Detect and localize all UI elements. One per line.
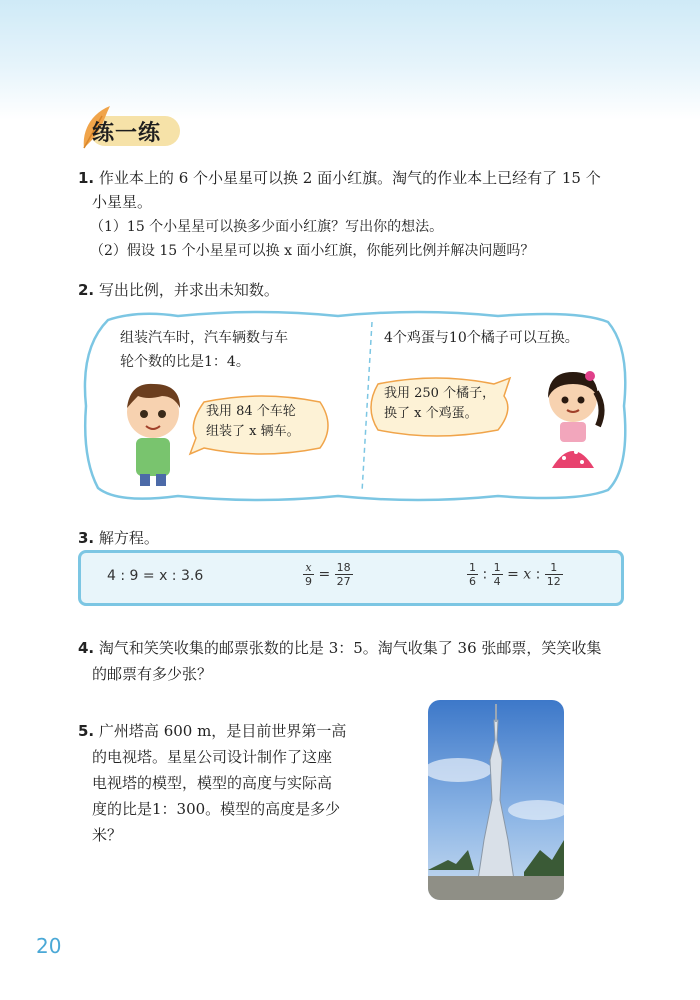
question-1-line2: 小星星。 xyxy=(92,193,153,211)
question-2-number: 2. xyxy=(78,281,95,299)
question-2-scenario-box xyxy=(78,308,630,504)
equation-3-fraction-b: $\frac{1}{4}$ xyxy=(493,561,501,588)
question-3-line xyxy=(78,526,159,550)
question-1-text: 作业本上的 6 个小星星可以换 2 面小红旗。淘气的作业本上已经有了 15 个 xyxy=(98,169,601,187)
question-4-number: 4. xyxy=(78,639,95,657)
top-gradient-band xyxy=(0,0,700,120)
equation-1: 4 : 9 = x : 3.6 xyxy=(107,568,204,584)
girl-bubble-line1: 我用 250 个橘子， xyxy=(384,386,496,401)
equations-band xyxy=(78,550,624,606)
egg-orange-text: 4个鸡蛋与10个橘子可以互换。 xyxy=(384,330,579,346)
question-5-line2: 的电视塔。星星公司设计制作了这座 xyxy=(92,748,333,766)
question-1-number: 1. xyxy=(78,169,95,187)
car-ratio-line2: 轮个数的比是1：4。 xyxy=(120,354,250,370)
question-1-sub-2: （2）假设 15 个小星星可以换 x 面小红旗，你能列比例并解决问题吗？ xyxy=(90,243,535,259)
boy-illustration xyxy=(118,378,188,488)
girl-illustration xyxy=(538,364,608,484)
question-3-number: 3. xyxy=(78,529,95,547)
page-number: 20 xyxy=(36,934,62,958)
equation-2-rhs-fraction: $\frac{18}{27}$ xyxy=(336,561,351,588)
canton-tower-photo xyxy=(428,700,564,900)
question-1-sub-1: （1）15 个小星星可以换多少面小红旗？写出你的想法。 xyxy=(90,219,444,235)
equation-2-lhs-fraction: $\frac{x}{9}$ xyxy=(305,561,312,588)
boy-bubble-line1: 我用 84 个车轮 xyxy=(206,404,296,419)
question-2-line xyxy=(78,278,279,302)
question-5-line4: 度的比是1：300。模型的高度是多少 xyxy=(92,800,341,818)
girl-bubble-line2: 换了 x 个鸡蛋。 xyxy=(384,406,478,421)
question-5-line5: 米？ xyxy=(92,826,123,844)
question-5-line1 xyxy=(78,718,346,744)
question-4-text: 淘气和笑笑收集的邮票张数的比是 3：5。淘气收集了 36 张邮票，笑笑收集 xyxy=(98,639,602,657)
question-5-number: 5. xyxy=(78,722,95,740)
question-1-line1 xyxy=(78,166,601,190)
equation-3-fraction-c: $\frac{1}{12}$ xyxy=(546,561,561,588)
question-4-line1 xyxy=(78,636,601,660)
question-4-line2: 的邮票有多少张？ xyxy=(92,665,213,683)
question-5-text: 广州塔高 600 m，是目前世界第一高 xyxy=(98,722,347,740)
equation-3-fraction-a: $\frac{1}{6}$ xyxy=(469,561,476,588)
equation-3: $\frac{1}{6}$ : $\frac{1}{4}$ = x : $\frac{1}{12}$ xyxy=(469,561,561,588)
equation-2: $\frac{x}{9}$ = $\frac{18}{27}$ xyxy=(305,561,351,588)
car-ratio-line1: 组装汽车时，汽车辆数与车 xyxy=(120,330,288,346)
question-2-text: 写出比例，并求出未知数。 xyxy=(98,281,279,299)
question-3-text: 解方程。 xyxy=(98,529,159,547)
section-title: 练一练 xyxy=(92,121,162,146)
boy-bubble-line2: 组装了 x 辆车。 xyxy=(206,424,300,439)
question-5-line3: 电视塔的模型，模型的高度与实际高 xyxy=(92,774,333,792)
section-tag xyxy=(76,104,182,154)
